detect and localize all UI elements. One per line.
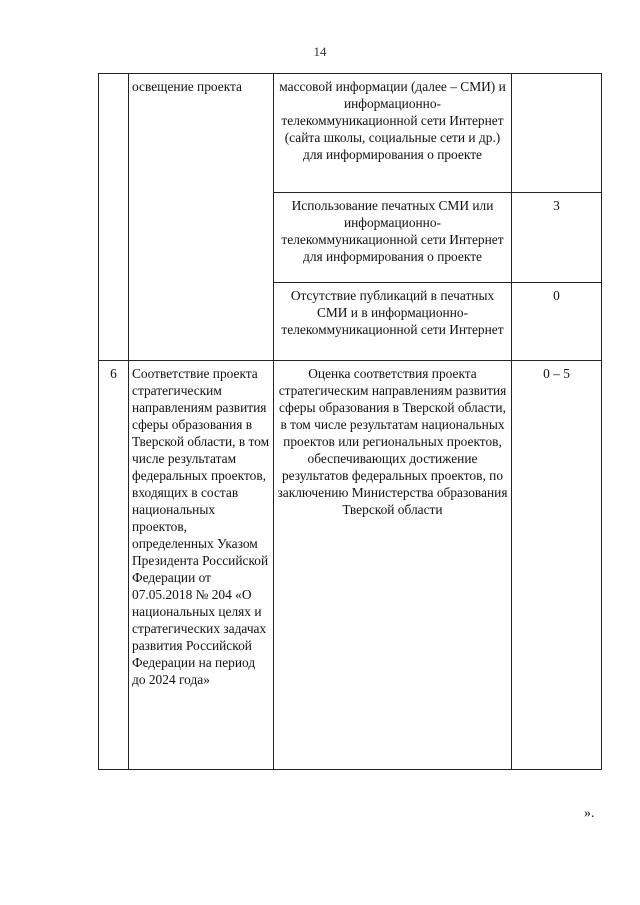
- row-number-cell: [99, 74, 129, 361]
- score-cell: 0: [512, 283, 602, 361]
- table-row: [99, 361, 602, 770]
- criteria-table: [98, 73, 602, 770]
- table-row: [99, 74, 602, 193]
- row-number-cell: 6: [99, 361, 129, 770]
- closing-quote-mark: ».: [584, 806, 595, 821]
- indicator-cell: массовой информации (далее – СМИ) и информационно-телекоммуникационной сети Интернет (сайта школы, социальные сети и др.) для информирования о проекте: [274, 74, 512, 193]
- criterion-cell: освещение проекта: [129, 74, 274, 361]
- score-cell: 0 – 5: [512, 361, 602, 770]
- score-cell: 3: [512, 193, 602, 283]
- score-cell: [512, 74, 602, 193]
- page-number: 14: [313, 44, 327, 59]
- indicator-cell: Использование печатных СМИ или информационно-телекоммуникационной сети Интернет для информирования о проекте: [274, 193, 512, 283]
- indicator-cell: Отсутствие публикаций в печатных СМИ и в информационно-телекоммуникационной сети Интернет: [274, 283, 512, 361]
- criterion-cell: Соответствие проекта стратегическим направлениям развития сферы образования в Тверской области, в том числе результатам федеральных проектов, входящих в состав национальных проектов, определенных Указом Президента Российской Федерации от 07.05.2018 № 204 «О национальных целях и стратегических задачах развития Российской Федерации на период до 2024 года»: [129, 361, 274, 770]
- indicator-cell: Оценка соответствия проекта стратегическим направлениям развития сферы образования в Тверской области, в том числе результатам национальных проектов или региональных проектов, обеспечивающих достижение результатов федеральных проектов, по заключению Министерства образования Тверской области: [274, 361, 512, 770]
